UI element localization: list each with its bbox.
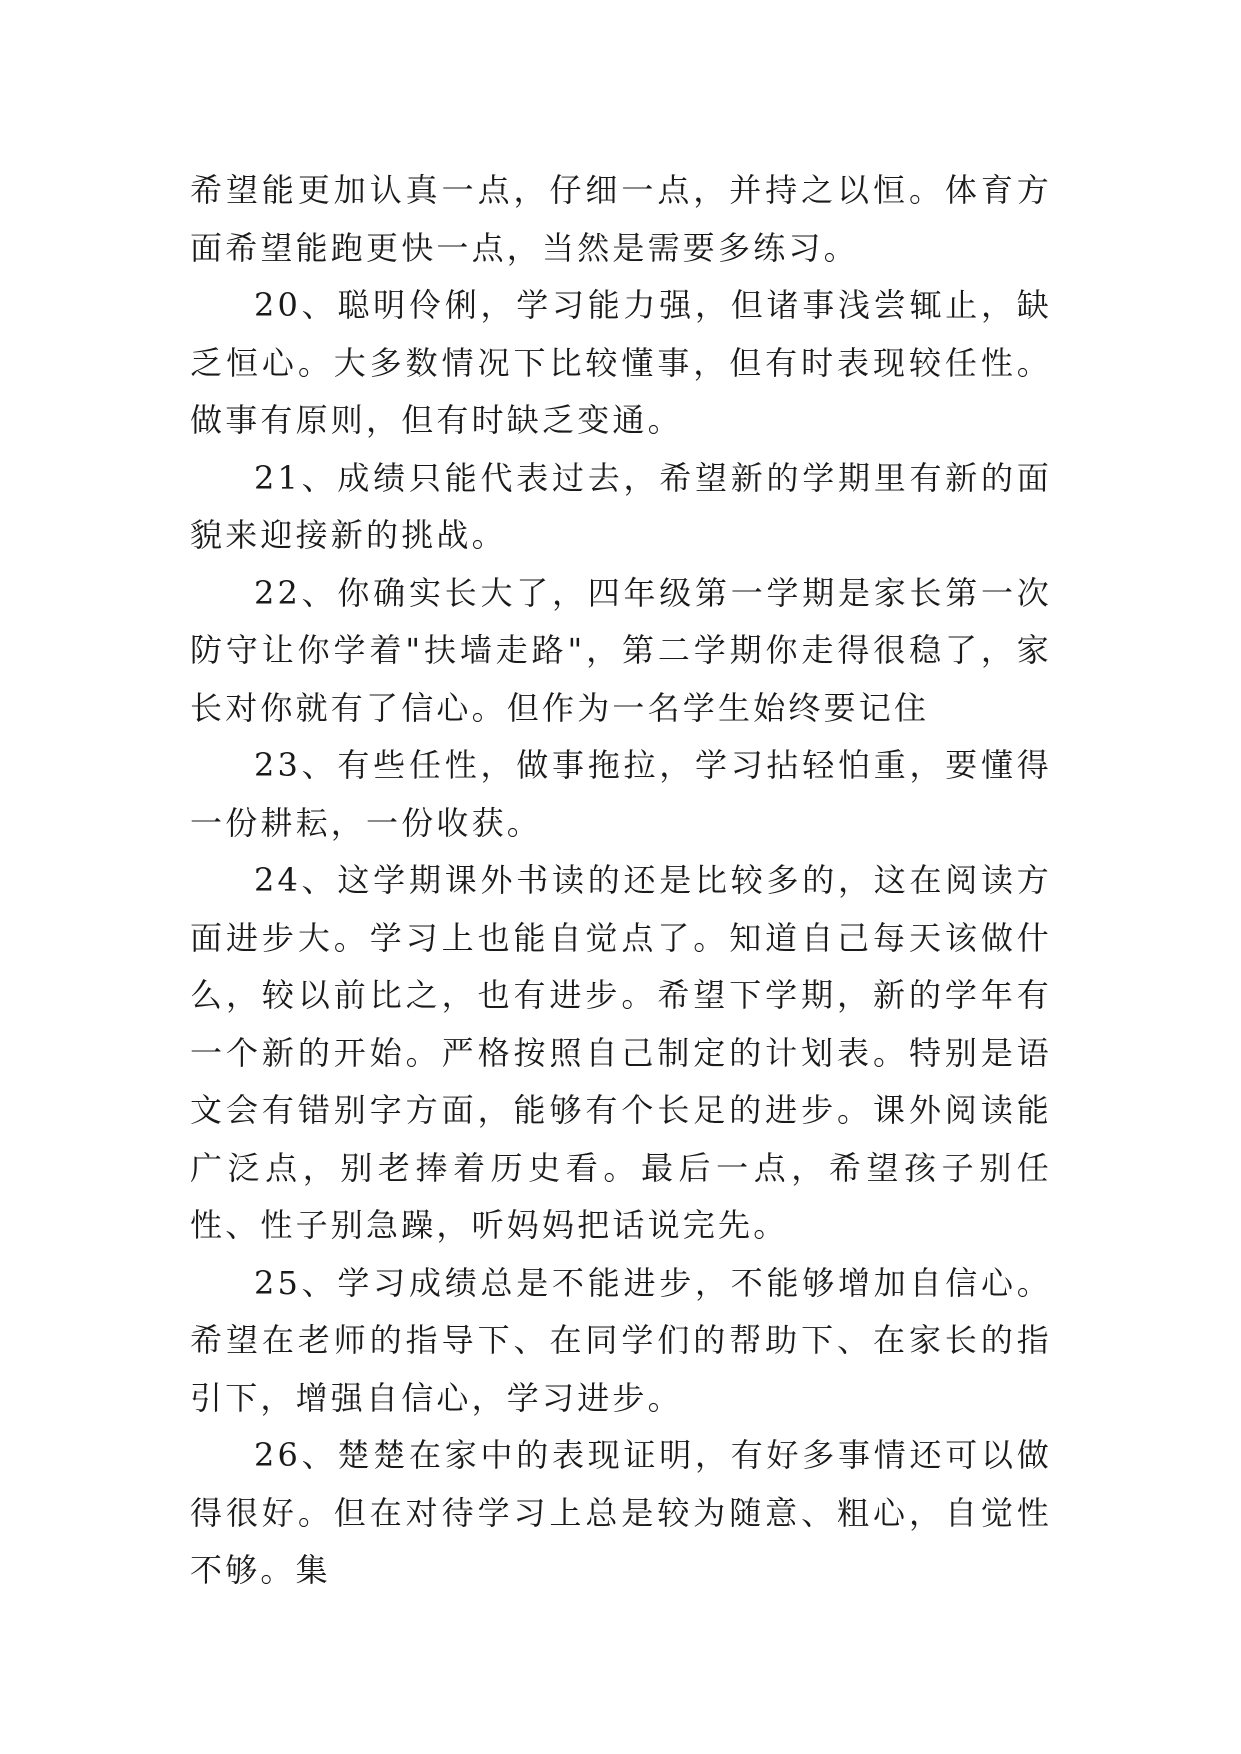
paragraph-24: 24、这学期课外书读的还是比较多的，这在阅读方面进步大。学习上也能自觉点了。知道自己每天该做什么，较以前比之，也有进步。希望下学期，新的学年有一个新的开始。严格按照自己制定的计划表。特别是语文会有错别字方面，能够有个长足的进步。课外阅读能广泛点，别老捧着历史看。最后一点，希望孩子别任性、性子别急躁，听妈妈把话说完先。	[190, 861, 1052, 1244]
paragraph-26: 26、楚楚在家中的表现证明，有好多事情还可以做得很好。但在对待学习上总是较为随意、粗心，自觉性不够。集	[190, 1436, 1052, 1589]
paragraph-25: 25、学习成绩总是不能进步，不能够增加自信心。希望在老师的指导下、在同学们的帮助下、在家长的指引下，增强自信心，学习进步。	[190, 1263, 1052, 1417]
paragraph-22: 22、你确实长大了，四年级第一学期是家长第一次防守让你学着"扶墙走路"，第二学期你走得很稳了，家长对你就有了信心。但作为一名学生始终要记住	[190, 573, 1052, 727]
paragraph-continuation: 希望能更加认真一点，仔细一点，并持之以恒。体育方面希望能跑更快一点，当然是需要多练习。	[190, 171, 1052, 267]
paragraph-21: 21、成绩只能代表过去，希望新的学期里有新的面貌来迎接新的挑战。	[190, 458, 1052, 554]
paragraph-20: 20、聪明伶俐，学习能力强，但诸事浅尝辄止，缺乏恒心。大多数情况下比较懂事，但有时表现较任性。做事有原则，但有时缺乏变通。	[190, 286, 1052, 439]
paragraph-23: 23、有些任性，做事拖拉，学习拈轻怕重，要懂得一份耕耘，一份收获。	[190, 746, 1052, 842]
document-body	[190, 162, 1052, 1600]
